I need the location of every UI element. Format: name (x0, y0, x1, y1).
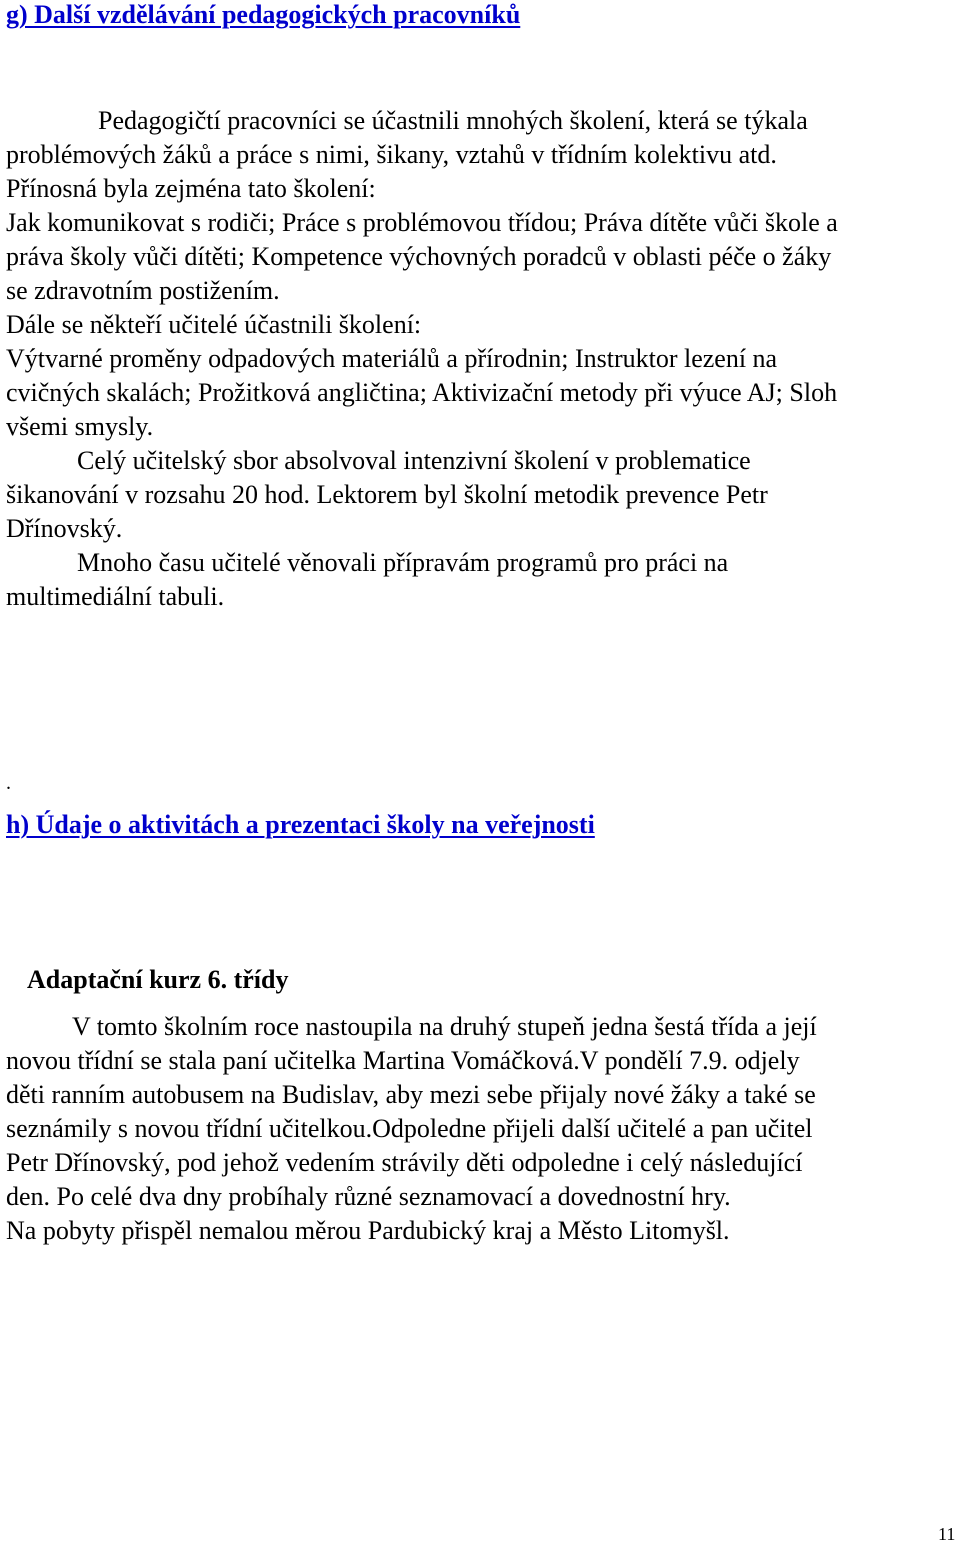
section-g-line: Dřínovský. (6, 514, 123, 543)
section-g-line: se zdravotním postižením. (6, 276, 280, 305)
section-g-line: Mnoho času učitelé věnovali přípravám programů pro práci na (77, 548, 729, 577)
section-g-line: šikanování v rozsahu 20 hod. Lektorem byl školní metodik prevence Petr (6, 480, 768, 509)
section-g-line: multimediální tabuli. (6, 582, 225, 611)
section-g-line: Dále se někteří učitelé účastnili školení: (6, 310, 422, 339)
stray-dot: . (6, 772, 11, 794)
section-g-line: Výtvarné proměny odpadových materiálů a přírodnin; Instruktor lezení na (6, 344, 778, 373)
section-g-line: práva školy vůči dítěti; Kompetence výchovných poradců v oblasti péče o žáky (6, 242, 832, 271)
section-g-line: problémových žáků a práce s nimi, šikany, vztahů v třídním kolektivu atd. (6, 140, 777, 169)
section-h-line: den. Po celé dva dny probíhaly různé seznamovací a dovednostní hry. (6, 1182, 731, 1211)
section-g-line: Jak komunikovat s rodiči; Práce s problémovou třídou; Práva dítěte vůči škole a (6, 208, 838, 237)
section-g-heading: g) Další vzdělávání pedagogických pracovníků (6, 0, 521, 29)
section-h-line: Petr Dřínovský, pod jehož vedením strávily děti odpoledne i celý následující (6, 1148, 803, 1177)
section-g-line: Pedagogičtí pracovníci se účastnili mnohých školení, která se týkala (98, 106, 808, 135)
section-h-line: Na pobyty přispěl nemalou měrou Pardubický kraj a Město Litomyšl. (6, 1216, 730, 1245)
page-number: 11 (938, 1524, 956, 1544)
section-h-line: V tomto školním roce nastoupila na druhý stupeň jedna šestá třída a její (72, 1012, 817, 1041)
section-h-line: děti ranním autobusem na Budislav, aby mezi sebe přijaly nové žáky a také se (6, 1080, 816, 1109)
section-g-line: Přínosná byla zejména tato školení: (6, 174, 376, 203)
section-g-line: Celý učitelský sbor absolvoval intenzivní školení v problematice (77, 446, 751, 475)
section-h-line: novou třídní se stala paní učitelka Martina Vomáčková.V pondělí 7.9. odjely (6, 1046, 800, 1075)
section-g-line: všemi smysly. (6, 412, 154, 441)
section-h-heading: h) Údaje o aktivitách a prezentaci školy na veřejnosti (6, 810, 595, 839)
section-g-line: cvičných skalách; Prožitková angličtina; Aktivizační metody při výuce AJ; Sloh (6, 378, 838, 407)
section-h-subheading: Adaptační kurz 6. třídy (27, 965, 289, 994)
section-h-line: seznámily s novou třídní učitelkou.Odpoledne přijeli další učitelé a pan učitel (6, 1114, 813, 1143)
